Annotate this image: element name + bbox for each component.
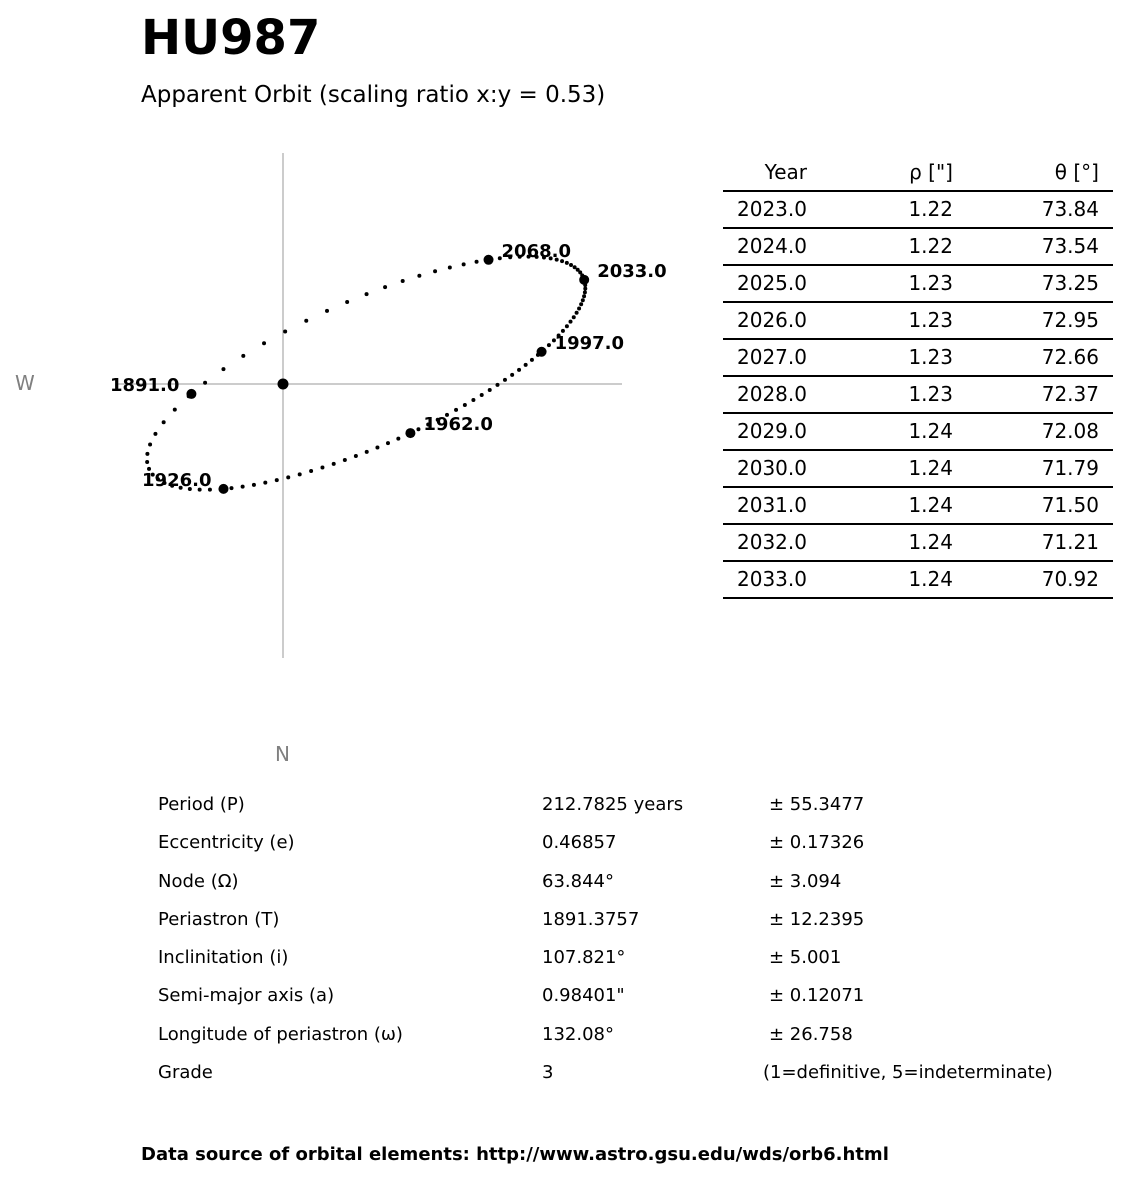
orbit-dot [354, 454, 358, 458]
north-label: N [275, 742, 290, 766]
orbit-dot [495, 383, 499, 387]
epoch-label: 2033.0 [597, 260, 667, 282]
cell-year: 2031.0 [723, 487, 821, 524]
orbit-dot [241, 485, 245, 489]
cell-theta: 72.08 [967, 413, 1113, 450]
element-value: 132.08° [542, 1023, 614, 1045]
element-name: Eccentricity (e) [158, 832, 295, 854]
epoch-marker [186, 389, 196, 399]
orbit-dot [517, 368, 521, 372]
table-row [723, 561, 1113, 598]
orbit-dot [575, 311, 579, 315]
cell-theta: 72.95 [967, 302, 1113, 339]
orbit-dot [275, 478, 279, 482]
orbit-dot [263, 481, 267, 485]
orbit-dot [401, 279, 405, 283]
orbit-dot [298, 472, 302, 476]
cell-rho: 1.23 [821, 302, 967, 339]
table-row [723, 450, 1113, 487]
orbit-dot [145, 460, 149, 464]
orbit-dot [416, 427, 420, 431]
element-name: Grade [158, 1062, 213, 1084]
cell-rho: 1.22 [821, 228, 967, 265]
orbit-dot [365, 450, 369, 454]
element-name: Longitude of periastron (ω) [158, 1023, 403, 1045]
cell-theta: 73.84 [967, 191, 1113, 228]
orbit-dot [343, 458, 347, 462]
cell-year: 2025.0 [723, 265, 821, 302]
orbit-dot [503, 378, 507, 382]
orbit-dot [286, 475, 290, 479]
orbit-dot [583, 290, 587, 294]
element-value: 212.7825 years [542, 794, 684, 815]
element-value: 1891.3757 [542, 908, 640, 930]
epoch-marker [405, 428, 415, 438]
orbit-dot [145, 452, 149, 456]
element-note: (1=definitive, 5=indeterminate) [763, 1062, 1053, 1084]
element-error: ± 0.17326 [769, 832, 865, 854]
element-error: ± 26.758 [769, 1023, 853, 1045]
cell-rho: 1.23 [821, 265, 967, 302]
element-name: Semi-major axis (a) [158, 985, 335, 1007]
orbit-dot [510, 373, 514, 377]
orbit-dot [153, 432, 157, 436]
ephemeris-header-row [723, 155, 1113, 191]
orbit-dot [386, 441, 390, 445]
cell-rho: 1.24 [821, 413, 967, 450]
orbit-dot [454, 408, 458, 412]
element-name: Periastron (T) [158, 908, 280, 930]
element-error: ± 12.2395 [769, 908, 865, 930]
orbit-dot [480, 393, 484, 397]
page-title: HU987 [141, 10, 321, 66]
orbit-dot [396, 437, 400, 441]
table-row [723, 191, 1113, 228]
orbit-dot [332, 462, 336, 466]
orbit-dot [383, 285, 387, 289]
element-name: Node (Ω) [158, 870, 239, 892]
epoch-marker [579, 275, 589, 285]
epoch-label: 2068.0 [501, 240, 571, 262]
orbit-dot [583, 287, 587, 291]
table-row [723, 339, 1113, 376]
ephemeris-header-year: Year [723, 155, 821, 191]
table-row [723, 524, 1113, 561]
epoch-marker [537, 347, 547, 357]
orbit-plot [0, 140, 700, 660]
cell-theta: 73.54 [967, 228, 1113, 265]
orbit-dot [320, 466, 324, 470]
cell-year: 2032.0 [723, 524, 821, 561]
orbit-dot [417, 274, 421, 278]
cell-rho: 1.24 [821, 561, 967, 598]
orbit-dot [488, 388, 492, 392]
orbit-dot [365, 292, 369, 296]
orbit-dot [203, 381, 207, 385]
epoch-label: 1997.0 [554, 332, 625, 354]
page-subtitle: Apparent Orbit (scaling ratio x:y = 0.53) [141, 82, 606, 108]
orbit-dot [530, 358, 534, 362]
table-row [723, 228, 1113, 265]
orbit-dot [572, 315, 576, 319]
table-row [723, 302, 1113, 339]
orbit-dot [579, 302, 583, 306]
orbit-dot [433, 269, 437, 273]
orbit-dot [565, 324, 569, 328]
cell-theta: 71.50 [967, 487, 1113, 524]
element-value: 63.844° [542, 870, 614, 892]
element-name: Period (P) [158, 794, 245, 815]
cell-theta: 71.79 [967, 450, 1113, 487]
orbit-dot [581, 298, 585, 302]
cell-theta: 73.25 [967, 265, 1113, 302]
cell-rho: 1.23 [821, 376, 967, 413]
cell-year: 2026.0 [723, 302, 821, 339]
orbit-dot [577, 307, 581, 311]
orbit-dot [221, 367, 225, 371]
element-error: ± 5.001 [769, 947, 842, 969]
element-error: ± 3.094 [769, 870, 842, 892]
cell-rho: 1.24 [821, 524, 967, 561]
cell-year: 2029.0 [723, 413, 821, 450]
orbit-dot [173, 408, 177, 412]
orbit-dot [582, 294, 586, 298]
epoch-marker [219, 484, 229, 494]
orbit-dot [325, 309, 329, 313]
orbit-dot [375, 446, 379, 450]
cell-rho: 1.22 [821, 191, 967, 228]
table-row [723, 413, 1113, 450]
cell-year: 2030.0 [723, 450, 821, 487]
orbit-dot [463, 403, 467, 407]
element-error: ± 0.12071 [769, 985, 865, 1007]
orbit-dot [475, 260, 479, 264]
cell-theta: 72.66 [967, 339, 1113, 376]
ephemeris-header-rho: ρ ["] [821, 155, 967, 191]
orbit-dot [569, 320, 573, 324]
element-value: 107.821° [542, 947, 626, 969]
orbit-dot [569, 263, 573, 267]
orbit-dot [229, 486, 233, 490]
element-name: Inclinitation (i) [158, 947, 289, 969]
west-label: W [15, 371, 35, 395]
cell-rho: 1.23 [821, 339, 967, 376]
orbit-dot [252, 483, 256, 487]
primary-star-marker [278, 379, 289, 390]
orbit-dot [547, 343, 551, 347]
orbit-dot [471, 398, 475, 402]
element-value: 0.46857 [542, 832, 617, 854]
cell-year: 2024.0 [723, 228, 821, 265]
cell-year: 2033.0 [723, 561, 821, 598]
cell-theta: 72.37 [967, 376, 1113, 413]
orbit-dot [309, 469, 313, 473]
orbit-dot [241, 354, 245, 358]
cell-theta: 70.92 [967, 561, 1113, 598]
table-row [723, 265, 1113, 302]
cell-year: 2023.0 [723, 191, 821, 228]
epoch-marker [484, 255, 494, 265]
table-row [723, 487, 1113, 524]
orbit-dot [524, 363, 528, 367]
cell-rho: 1.24 [821, 450, 967, 487]
cell-year: 2028.0 [723, 376, 821, 413]
orbit-dot [262, 341, 266, 345]
element-error: ± 55.3477 [769, 794, 865, 815]
orbit-dot [283, 330, 287, 334]
element-value: 0.98401" [542, 985, 625, 1007]
element-value: 3 [542, 1062, 554, 1084]
ephemeris-header-theta: θ [°] [967, 155, 1113, 191]
cell-rho: 1.24 [821, 487, 967, 524]
orbit-dot [345, 300, 349, 304]
epoch-label: 1891.0 [109, 374, 180, 396]
cell-year: 2027.0 [723, 339, 821, 376]
data-source-footer: Data source of orbital elements: http://www.astro.gsu.edu/wds/orb6.html [141, 1144, 889, 1165]
orbit-dot [148, 443, 152, 447]
orbit-dot [573, 265, 577, 269]
ephemeris-table [723, 155, 1113, 599]
cell-theta: 71.21 [967, 524, 1113, 561]
orbit-dot [448, 265, 452, 269]
orbit-dot [462, 262, 466, 266]
table-row [723, 376, 1113, 413]
orbit-dot [304, 319, 308, 323]
orbit-dot [162, 420, 166, 424]
epoch-label: 1962.0 [423, 414, 493, 436]
epoch-label: 1926.0 [142, 469, 212, 491]
